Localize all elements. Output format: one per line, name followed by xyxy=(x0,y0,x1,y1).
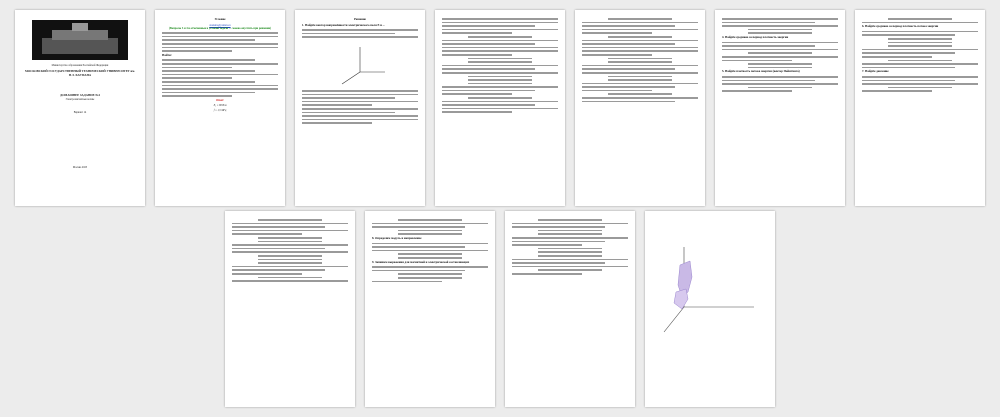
axes-diagram xyxy=(330,42,390,86)
page-solution-2 xyxy=(435,10,565,206)
item-7-heading: 7. Найдём давление xyxy=(862,69,889,74)
find-list-title: Найти: xyxy=(162,52,172,57)
item-8-heading: 8. Определим модуль и направление xyxy=(372,235,422,240)
page-solution-7 xyxy=(365,211,495,407)
discipline: Электромагнитные волны xyxy=(65,97,95,101)
answer-label: Ответ: xyxy=(216,98,224,102)
university-logo-image xyxy=(32,20,128,60)
solution-item-1: 1. Найдём вектор напряжённости электрического поля Е и ... xyxy=(302,22,385,27)
wave-3d-figure xyxy=(654,237,766,357)
city-year: Москва 2023 xyxy=(72,166,88,170)
university-name: МОСКОВСКИЙ ГОСУДАРСТВЕННЫЙ ТЕХНИЧЕСКИЙ УНИВЕРСИТЕТ им. Н.Э. БАУМАНА xyxy=(24,69,136,77)
page-solution-5 xyxy=(855,10,985,206)
solution-title: Решение xyxy=(354,17,366,21)
item-4-heading: 4. Найдём среднюю за период плотность энергии xyxy=(722,34,789,39)
page-solution-8 xyxy=(505,211,635,407)
contact-link[interactable]: students@yandex.ru xyxy=(209,23,231,27)
item-5-heading: 5. Найдём плотность потока энергии (вектор Пойнтинга) xyxy=(722,69,800,74)
page-cover xyxy=(15,10,145,206)
page-solution-1 xyxy=(295,10,425,206)
page-figure xyxy=(645,211,775,407)
variant: Вариант 14 xyxy=(73,111,87,115)
item-6-heading: 6. Найдём среднюю за период плотность потока энергии xyxy=(862,24,939,29)
conditions-title: Условие xyxy=(214,17,226,21)
ministry-line: Министерство образования Российской Федерации xyxy=(51,64,109,67)
item-9-heading: 9. Запишем выражения для магнитной и электрической составляющих xyxy=(372,259,470,264)
work-title: ДОМАШНЕЕ ЗАДАНИЕ №4 xyxy=(60,93,100,98)
formula-e0: E₀ = 80 В/м xyxy=(213,104,227,108)
page-solution-6 xyxy=(225,211,355,407)
page-solution-4 xyxy=(715,10,845,206)
page-solution-3 xyxy=(575,10,705,206)
formula-f: f = 1,5 МГц xyxy=(213,109,227,113)
page-conditions xyxy=(155,10,285,206)
green-note: (Вопросы 3 и 4 и отмеченные в условии задачи — можно опустить при решении) xyxy=(168,26,272,30)
